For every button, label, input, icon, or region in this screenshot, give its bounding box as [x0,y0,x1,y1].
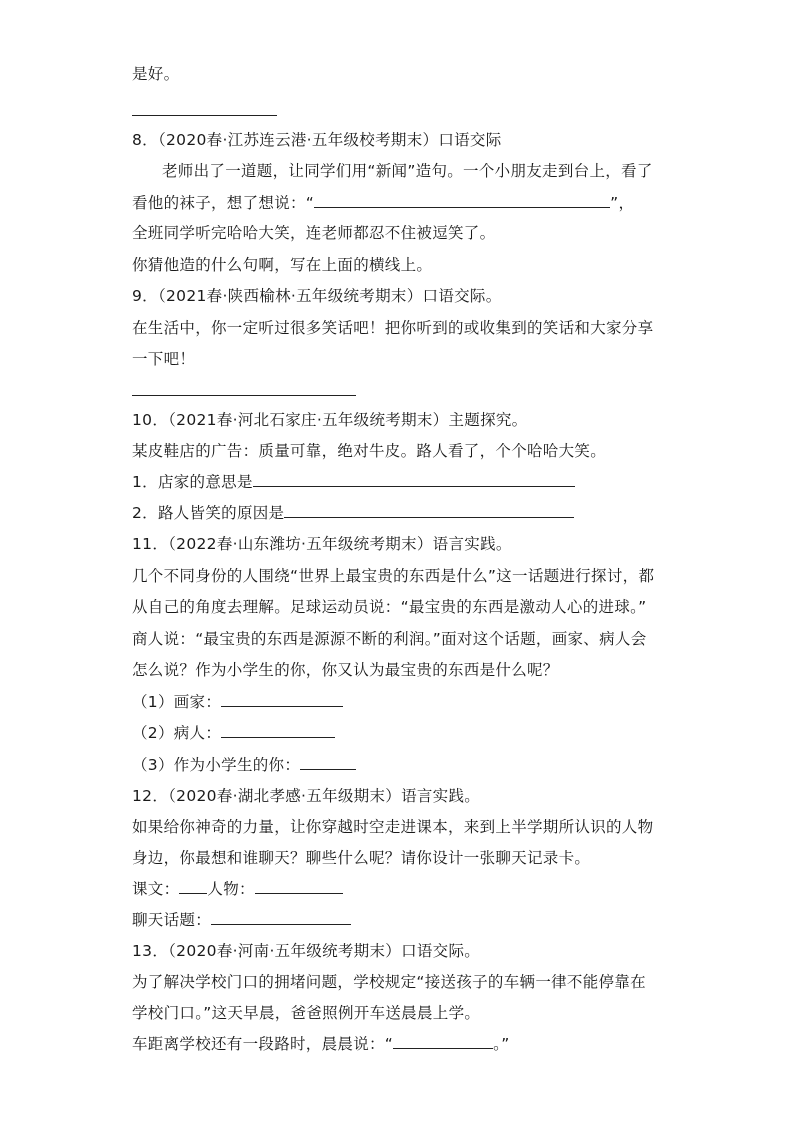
q8-prompt-end: ”， [610,194,635,212]
q9-paragraph-line: 一下吧！ [132,350,196,368]
q11-paragraph-line: 从自己的角度去理解。足球运动员说：“最宝贵的东西是激动人心的进球。” [132,598,647,616]
q12-field-row [132,879,343,899]
q12-topic-row [132,910,351,930]
q13-heading: 13．（2020春·河南·五年级统考期末）口语交际。 [132,942,481,960]
q10-item-2-text: 2．路人皆笑的原因是 [132,504,285,522]
q9-paragraph-line: 在生活中，你一定听过很多笑话吧！把你听到的或收集到的笑话和大家分享 [132,319,654,337]
q9-heading: 9．（2021春·陕西榆林·五年级统考期末）口语交际。 [132,287,502,305]
q13-prompt-row [132,1034,510,1054]
q13-answer-blank[interactable] [393,1034,493,1049]
q10-paragraph-line: 某皮鞋店的广告：质量可靠，绝对牛皮。路人看了，个个哈哈大笑。 [132,442,607,460]
q12-topic-blank[interactable] [211,910,351,925]
q11-item-1 [132,692,343,712]
q11-item-3-blank[interactable] [300,755,356,770]
q8-prompt-text: 看他的袜子，想了想说：“ [132,194,315,212]
q8-paragraph-line: 你猜他造的什么句啊，写在上面的横线上。 [132,256,433,274]
q12-lesson-label: 课文： [132,880,180,898]
q13-paragraph-line: 学校门口。”这天早晨，爸爸照例开车送晨晨上学。 [132,1004,481,1022]
q13-paragraph-line: 为了解决学校门口的拥堵问题，学校规定“接送孩子的车辆一律不能停靠在 [132,973,646,991]
q8-paragraph-line [132,193,634,213]
q10-item-1-blank[interactable] [253,472,575,487]
q13-prompt-end: 。” [493,1035,510,1053]
q12-character-blank[interactable] [255,879,343,894]
q8-paragraph-line: 老师出了一道题，让同学们用“新闻”造句。一个小朋友走到台上，看了 [162,162,653,180]
q11-item-1-text: （1）画家： [132,693,222,711]
q10-item-1-text: 1．店家的意思是 [132,473,253,491]
q8-answer-blank[interactable] [314,193,610,208]
q10-item-2-blank[interactable] [284,503,574,518]
q9-answer-line[interactable] [132,395,356,396]
q10-item-1 [132,472,575,492]
q12-paragraph-line: 身边，你最想和谁聊天？聊些什么呢？请你设计一张聊天记录卡。 [132,849,591,867]
q10-heading: 10．（2021春·河北石家庄·五年级统考期末）主题探究。 [132,411,528,429]
q11-item-3 [132,755,356,775]
q10-item-2 [132,503,574,523]
q12-topic-label: 聊天话题： [132,911,212,929]
continuation-text: 是好。 [132,65,180,83]
q11-item-2 [132,723,335,743]
q12-character-label: 人物： [207,880,255,898]
q8-paragraph-line: 全班同学听完哈哈大笑，连老师都忍不住被逗笑了。 [132,224,496,242]
q12-heading: 12．（2020春·湖北孝感·五年级期末）语言实践。 [132,787,481,805]
q11-paragraph-line: 商人说：“最宝贵的东西是源源不断的利润。”面对这个话题，画家、病人会 [132,630,647,648]
q11-item-1-blank[interactable] [221,692,343,707]
q11-item-3-text: （3）作为小学生的你： [132,756,301,774]
q11-paragraph-line: 怎么说？作为小学生的你，你又认为最宝贵的东西是什么呢？ [132,661,559,679]
q12-lesson-blank[interactable] [179,879,207,894]
q11-item-2-text: （2）病人： [132,724,222,742]
q13-prompt-text: 车距离学校还有一段路时，晨晨说：“ [132,1035,394,1053]
q8-heading: 8．（2020春·江苏连云港·五年级校考期末）口语交际 [132,131,502,149]
q11-item-2-blank[interactable] [221,723,335,738]
answer-line[interactable] [132,115,277,116]
q12-paragraph-line: 如果给你神奇的力量，让你穿越时空走进课本，来到上半学期所认识的人物 [132,818,654,836]
q11-heading: 11．（2022春·山东潍坊·五年级统考期末）语言实践。 [132,535,512,553]
q11-paragraph-line: 几个不同身份的人围绕“世界上最宝贵的东西是什么”这一话题进行探讨，都 [132,567,655,585]
